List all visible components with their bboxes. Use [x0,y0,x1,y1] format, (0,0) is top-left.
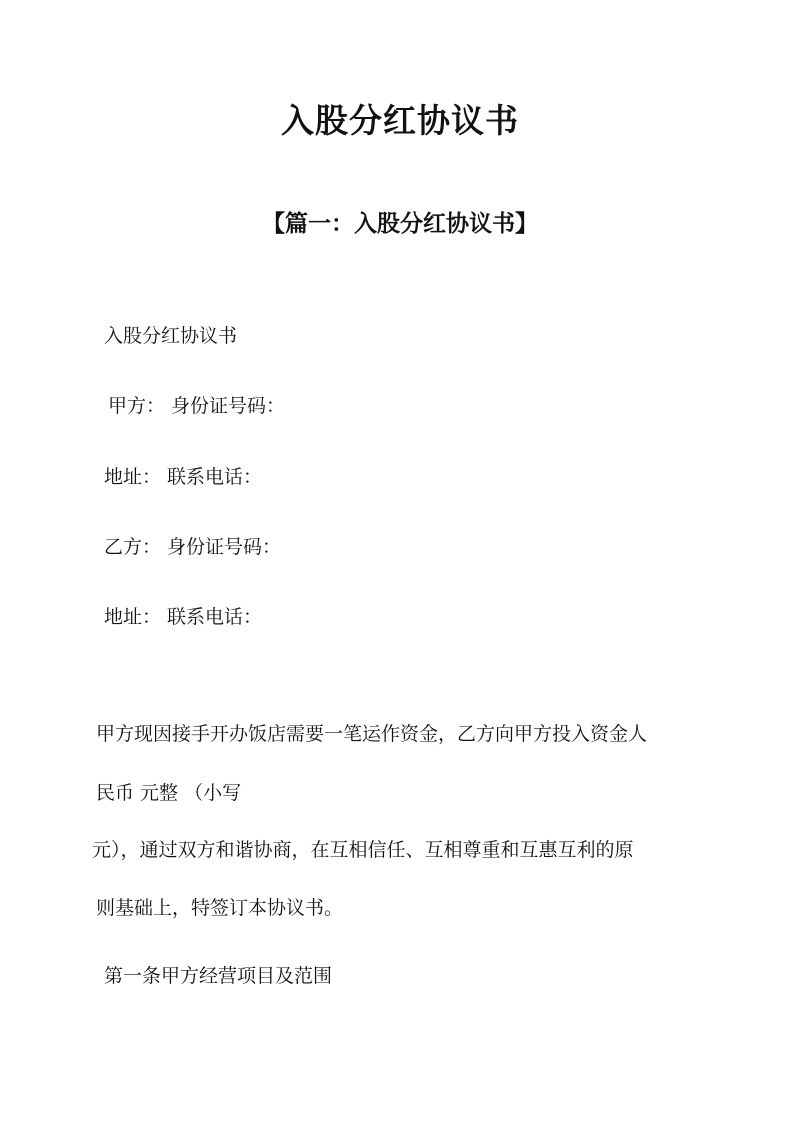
party-a-line: 甲方： 身份证号码： [108,395,286,417]
document-subtitle: 【篇一：入股分红协议书】 [262,210,538,237]
document-title: 入股分红协议书 [281,101,519,140]
paragraph-line-1: 甲方现因接手开办饭店需要一笔运作资金，乙方向甲方投入资金人 [96,723,648,745]
article-1-heading: 第一条甲方经营项目及范围 [104,965,333,987]
paragraph-line-4: 则基础上，特签订本协议书。 [96,897,344,919]
party-b-address-line: 地址： 联系电话： [104,606,263,628]
party-a-address-line: 地址： 联系电话： [104,466,263,488]
party-b-line: 乙方： 身份证号码： [104,536,282,558]
agreement-heading: 入股分红协议书 [104,325,238,347]
paragraph-line-3: 元），通过双方和谐协商，在互相信任、互相尊重和互惠互利的原 [92,839,634,861]
paragraph-line-2: 民币 元整 （小写 [96,782,242,804]
